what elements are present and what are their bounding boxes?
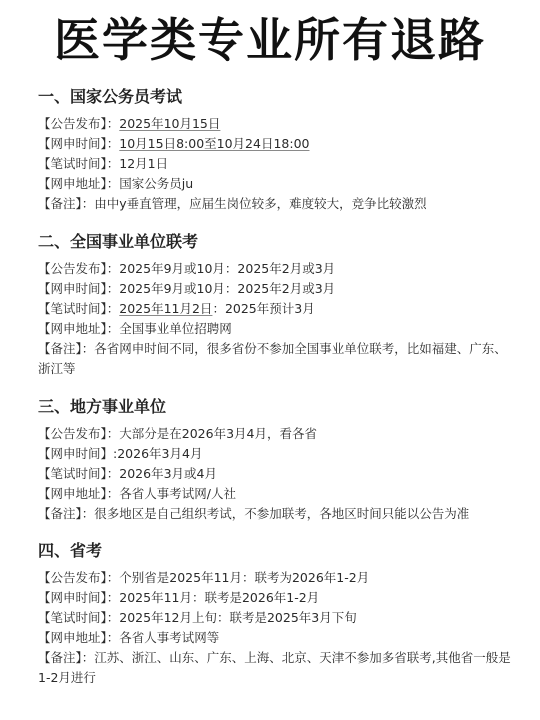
row-value: :2026年3月4月 xyxy=(113,446,203,461)
row-label: 【笔试时间】： xyxy=(38,466,120,481)
row-value-extra: ：2025年预计3月 xyxy=(212,301,315,316)
row-label: 【备注】： xyxy=(38,341,95,356)
online-application-row xyxy=(38,444,518,464)
section-national-civil-service-exam xyxy=(38,86,518,214)
section-heading: 一、国家公务员考试 xyxy=(38,87,183,106)
section-provincial-exam xyxy=(38,540,518,688)
application-site-row xyxy=(38,319,518,339)
row-label: 【网申时间】 xyxy=(38,446,114,461)
row-label: 【笔试时间】： xyxy=(38,610,120,625)
row-value: 各省人事考试网/人社 xyxy=(119,486,236,501)
row-label: 【笔试时间】： xyxy=(38,301,120,316)
row-label: 【公告发布】： xyxy=(38,426,120,441)
remarks-row xyxy=(38,648,518,688)
row-value: 江苏、浙江、山东、广东、上海、北京、天津不参加多省联考,其他省一般是1-2月进行 xyxy=(38,650,511,685)
application-site-row xyxy=(38,174,518,194)
row-label: 【备注】： xyxy=(38,196,95,211)
row-label: 【备注】： xyxy=(38,506,95,521)
online-application-row xyxy=(38,134,518,154)
written-exam-row xyxy=(38,464,518,484)
row-label: 【备注】： xyxy=(38,650,95,665)
row-value: 国家公务员ju xyxy=(119,176,194,191)
application-site-row xyxy=(38,628,518,648)
row-value: 2025年12月上旬：联考是2025年3月下旬 xyxy=(119,610,357,625)
remarks-row xyxy=(38,194,518,214)
row-label: 【网申地址】： xyxy=(38,176,120,191)
section-local-public-institution xyxy=(38,396,518,524)
announcement-row xyxy=(38,259,518,279)
section-national-public-institution-joint-exam xyxy=(38,231,518,379)
row-value: 2025年11月2日 xyxy=(119,301,213,316)
row-value: 2025年11月：联考是2026年1-2月 xyxy=(119,590,320,605)
row-value: 由中y垂直管理，应届生岗位较多，难度较大，竞争比较激烈 xyxy=(94,196,427,211)
row-value: 个别省是2025年11月：联考为2026年1-2月 xyxy=(119,570,370,585)
announcement-row xyxy=(38,114,518,134)
row-value: 2025年9月或10月：2025年2月或3月 xyxy=(119,281,336,296)
row-label: 【网申时间】： xyxy=(38,281,120,296)
written-exam-row xyxy=(38,154,518,174)
remarks-row xyxy=(38,339,518,379)
row-label: 【网申地址】： xyxy=(38,630,120,645)
row-value: 很多地区是自己组织考试，不参加联考，各地区时间只能以公告为准 xyxy=(94,506,470,521)
row-label: 【公告发布】： xyxy=(38,116,120,131)
announcement-row xyxy=(38,424,518,444)
application-site-row xyxy=(38,484,518,504)
row-value: 2026年3月或4月 xyxy=(119,466,217,481)
row-label: 【网申地址】： xyxy=(38,486,120,501)
row-label: 【公告发布】： xyxy=(38,570,120,585)
row-label: 【网申地址】： xyxy=(38,321,120,336)
row-value: 全国事业单位招聘网 xyxy=(119,321,232,336)
section-heading: 二、全国事业单位联考 xyxy=(38,232,199,251)
online-application-row xyxy=(38,279,518,299)
written-exam-row xyxy=(38,299,518,319)
section-heading: 四、省考 xyxy=(38,541,103,560)
row-value: 12月1日 xyxy=(119,156,169,171)
written-exam-row xyxy=(38,608,518,628)
row-label: 【网申时间】： xyxy=(38,136,120,151)
row-value: 各省网申时间不同，很多省份不参加全国事业单位联考，比如福建、广东、浙江等 xyxy=(38,341,507,376)
row-value: 10月15日8:00至10月24日18:00 xyxy=(119,136,310,151)
row-label: 【笔试时间】： xyxy=(38,156,120,171)
section-heading: 三、地方事业单位 xyxy=(38,397,167,416)
row-value: 各省人事考试网等 xyxy=(119,630,220,645)
row-label: 【公告发布】： xyxy=(38,261,120,276)
row-value: 2025年9月或10月：2025年2月或3月 xyxy=(119,261,336,276)
page-title: 医学类专业所有退路 xyxy=(54,13,486,67)
announcement-row xyxy=(38,568,518,588)
row-value: 大部分是在2026年3月4月，看各省 xyxy=(119,426,317,441)
online-application-row xyxy=(38,588,518,608)
remarks-row xyxy=(38,504,518,524)
row-value: 2025年10月15日 xyxy=(119,116,221,131)
row-label: 【网申时间】： xyxy=(38,590,120,605)
